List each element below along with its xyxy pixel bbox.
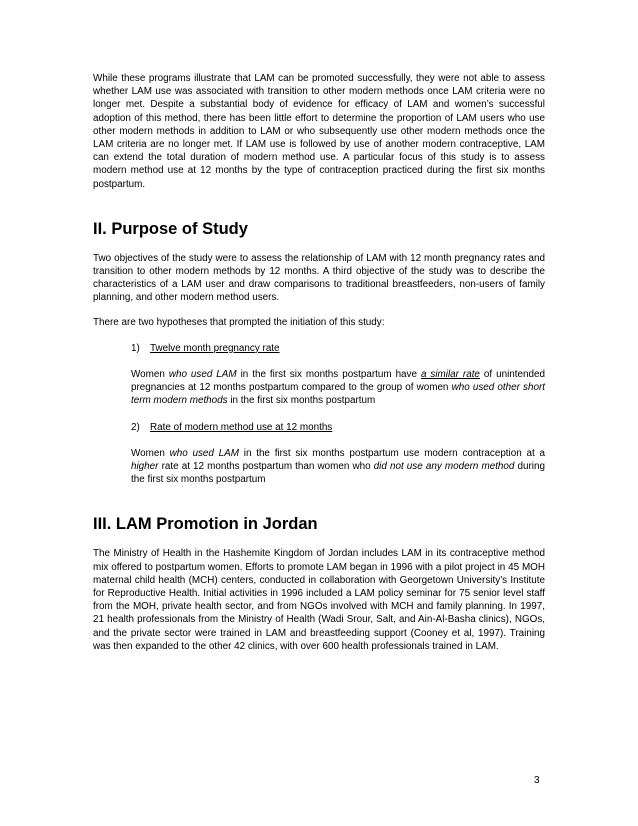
section-heading-jordan: III. LAM Promotion in Jordan: [93, 515, 318, 534]
hypothesis-2-emphasis: did not use any modern method: [373, 461, 515, 473]
page-number: 3: [534, 775, 540, 786]
document-page: [93, 72, 545, 653]
hypothesis-2: [131, 421, 545, 487]
hypothesis-2-number: 2): [131, 421, 140, 433]
hypothesis-2-text: [131, 447, 545, 487]
hypothesis-2-title-line: [131, 421, 545, 434]
hypothesis-2-emphasis: who used LAM: [169, 447, 239, 459]
hypothesis-1-title-line: [131, 342, 545, 355]
hypothesis-1-text-part: of unintended pregnancies at 12 months postpartum compared to the group of women: [131, 369, 545, 394]
hypothesis-2-emphasis: higher: [131, 461, 159, 473]
hypothesis-1-text-part: in the first six months postpartum: [227, 395, 376, 407]
hypothesis-1-emphasis: who used other short term modern methods: [131, 382, 545, 407]
hypothesis-1-text-part: Women: [131, 369, 169, 381]
intro-paragraph: While these programs illustrate that LAM can be promoted successfully, they were not able to assess whether LAM use was associated with transition to other modern methods once LAM criteria were no longer met. Despite a substantial body of evidence for efficacy of LAM and women’s successful adoption of this method, there has been little effort to determine the proportion of LAM users who use other modern methods in addition to LAM or who subsequently use other modern methods once the LAM criteria are no longer met. If LAM use is followed by use of another modern contraceptive, LAM can extend the total duration of modern method use. A particular focus of this study is to assess modern method use at 12 months by the type of contraception practiced during the first six months postpartum.: [93, 73, 545, 190]
hypothesis-1-emphasis: a similar rate: [420, 369, 480, 381]
section-heading-purpose: II. Purpose of Study: [93, 219, 248, 238]
hypothesis-1-text: [131, 368, 545, 408]
hypothesis-2-title: Rate of modern method use at 12 months: [150, 421, 333, 433]
hypothesis-1-emphasis: who used LAM: [168, 369, 237, 381]
hypothesis-1-text-part: in the first six months postpartum have: [236, 369, 421, 381]
hypotheses-intro: There are two hypotheses that prompted the initiation of this study:: [93, 316, 385, 328]
hypothesis-1-number: 1): [131, 342, 140, 354]
hypothesis-2-text-part: during the first six months postpartum: [131, 461, 545, 486]
hypothesis-2-text-part: Women: [131, 447, 170, 459]
hypothesis-2-text-part: rate at 12 months postpartum than women who: [158, 461, 374, 473]
hypothesis-1: [131, 342, 545, 408]
jordan-paragraph: The Ministry of Health in the Hashemite Kingdom of Jordan includes LAM in its contraceptive method mix offered to postpartum women. Efforts to promote LAM began in 1996 with a pilot project in 45 MOH maternal child health (MCH) centers, conducted in collaboration with Georgetown University’s Institute for Reproductive Health. Initial activities in 1996 included a LAM policy seminar for 75 senior level staff from the MOH, private health sector, and from NGOs involved with MCH and family planning. In 1997, 21 health professionals from the Ministry of Health (Wadi Srour, Salt, and Ain-Al-Basha clinics), NGOs, and the private sector were trained in LAM and breastfeeding support (Cooney et al, 1997). Training was then expanded to the other 42 clinics, with over 600 health professionals trained in LAM.: [93, 548, 545, 652]
hypothesis-1-title: Twelve month pregnancy rate: [150, 342, 280, 354]
purpose-paragraph: Two objectives of the study were to assess the relationship of LAM with 12 month pregnancy rates and transition to other modern methods by 12 months. A third objective of the study was to describe the characteristics of a LAM user and draw comparisons to traditional breastfeeders, non-users of family planning, and other modern method users.: [93, 252, 545, 304]
hypothesis-2-text-part: in the first six months postpartum use modern contraception at a: [238, 447, 545, 459]
